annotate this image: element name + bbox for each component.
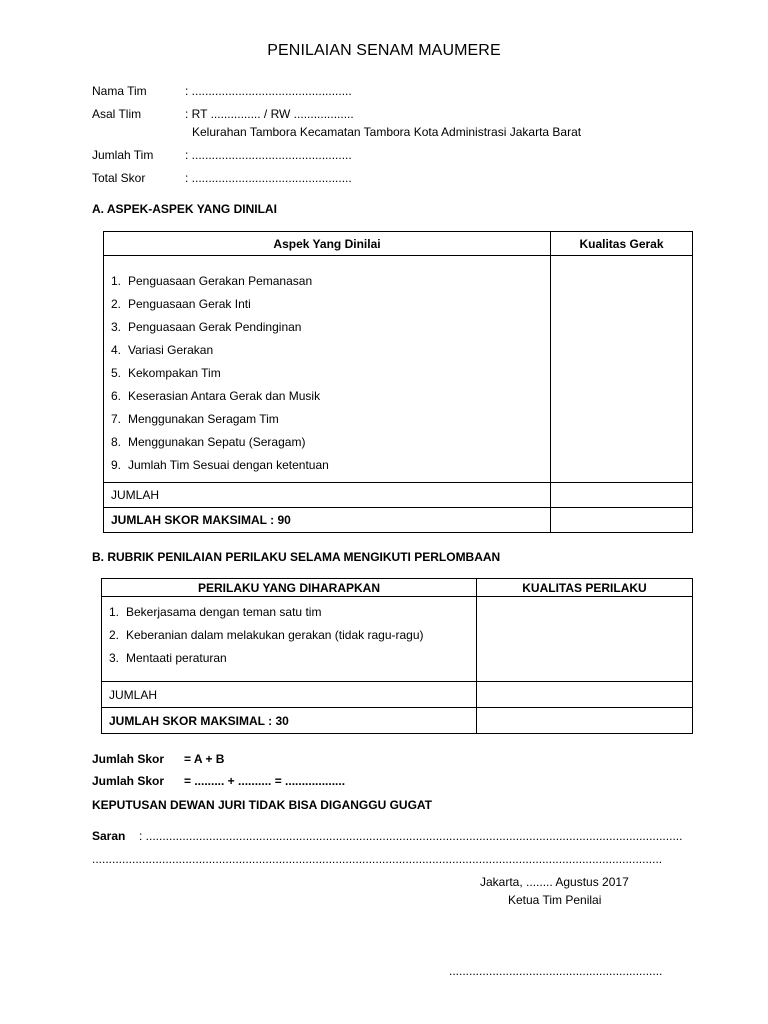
- total-skor-value: : ................................................: [185, 171, 352, 185]
- saran-line-1: : .................................................................................................................................................................: [139, 829, 683, 843]
- jumlah-tim-value: : ................................................: [185, 148, 352, 162]
- list-item: 7. Menggunakan Seragam Tim: [111, 412, 279, 426]
- list-item: 3. Mentaati peraturan: [109, 651, 227, 665]
- formula-value-2: = ......... + .......... = ..................: [184, 774, 346, 788]
- asal-tim-label: Asal Tlim: [92, 107, 142, 121]
- list-item: 9. Jumlah Tim Sesuai dengan ketentuan: [111, 458, 329, 472]
- section-a-jumlah-value: [551, 483, 693, 508]
- section-b-jumlah-label: JUMLAH: [102, 682, 477, 708]
- formula-value-1: = A + B: [184, 752, 225, 766]
- section-b-col-kualitas: KUALITAS PERILAKU: [477, 579, 693, 597]
- section-a-col-kualitas: Kualitas Gerak: [551, 232, 693, 256]
- list-item: 3. Penguasaan Gerak Pendinginan: [111, 320, 302, 334]
- formula-label-2: Jumlah Skor: [92, 774, 165, 788]
- list-item: 6. Keserasian Antara Gerak dan Musik: [111, 389, 321, 403]
- decision-text: KEPUTUSAN DEWAN JURI TIDAK BISA DIGANGGU GUGAT: [92, 798, 433, 812]
- section-b-table: [101, 578, 693, 734]
- section-b-max-value: [477, 708, 693, 734]
- list-item: 5. Kekompakan Tim: [111, 366, 221, 380]
- section-a-max-value: [551, 508, 693, 533]
- section-a-table: [103, 231, 693, 533]
- section-a-max-label: JUMLAH SKOR MAKSIMAL : 90: [104, 508, 551, 533]
- section-b-col-perilaku: PERILAKU YANG DIHARAPKAN: [102, 579, 477, 597]
- saran-label: Saran: [92, 829, 126, 843]
- list-item: 1. Penguasaan Gerakan Pemanasan: [111, 274, 313, 288]
- page-title: PENILAIAN SENAM MAUMERE: [267, 42, 501, 59]
- saran-line-2: ...........................................................................................................................................................................: [92, 852, 663, 866]
- asal-tim-address: Kelurahan Tambora Kecamatan Tambora Kota Administrasi Jakarta Barat: [192, 125, 582, 139]
- section-b-items-cell: [102, 597, 477, 682]
- section-a-kualitas-cell: [551, 256, 693, 483]
- list-item: 1. Bekerjasama dengan teman satu tim: [109, 605, 322, 619]
- signature-place-date: Jakarta, ........ Agustus 2017: [480, 875, 629, 889]
- nama-tim-label: Nama Tim: [92, 84, 147, 98]
- section-a-items-cell: [104, 256, 551, 483]
- section-b-jumlah-value: [477, 682, 693, 708]
- list-item: 8. Menggunakan Sepatu (Seragam): [111, 435, 306, 449]
- list-item: 2. Penguasaan Gerak Inti: [111, 297, 251, 311]
- section-a-heading: A. ASPEK-ASPEK YANG DINILAI: [92, 202, 277, 216]
- formula-label-1: Jumlah Skor: [92, 752, 165, 766]
- signature-line: ................................................................: [449, 964, 663, 978]
- section-b-max-label: JUMLAH SKOR MAKSIMAL : 30: [102, 708, 477, 734]
- signature-role: Ketua Tim Penilai: [508, 893, 602, 907]
- list-item: 2. Keberanian dalam melakukan gerakan (tidak ragu-ragu): [109, 628, 424, 642]
- section-a-col-aspek: Aspek Yang Dinilai: [104, 232, 551, 256]
- section-a-jumlah-label: JUMLAH: [104, 483, 551, 508]
- section-b-heading: B. RUBRIK PENILAIAN PERILAKU SELAMA MENGIKUTI PERLOMBAAN: [92, 550, 501, 564]
- total-skor-label: Total Skor: [92, 171, 146, 185]
- section-b-kualitas-cell: [477, 597, 693, 682]
- list-item: 4. Variasi Gerakan: [111, 343, 214, 357]
- asal-tim-value: : RT ............... / RW ..................: [185, 107, 354, 121]
- jumlah-tim-label: Jumlah Tim: [92, 148, 154, 162]
- nama-tim-value: : ................................................: [185, 84, 352, 98]
